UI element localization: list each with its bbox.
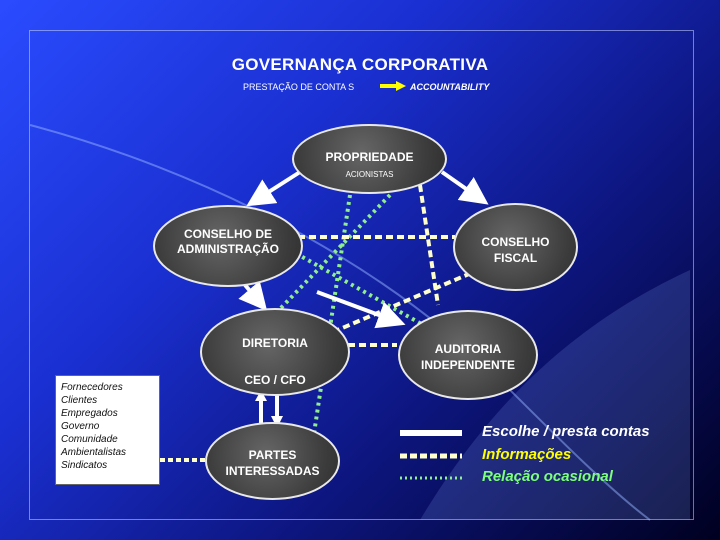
node-diretoria-title: DIRETORIA [242,336,308,350]
slide-title: GOVERNANÇA CORPORATIVA [231,55,489,74]
stakeholder-item: Governo [61,421,100,432]
node-admin-line1: CONSELHO DE [183,227,272,241]
node-propriedade-subtitle: ACIONISTAS [345,170,394,179]
node-auditoria-line1: AUDITORIA [434,342,502,356]
node-propriedade-title: PROPRIEDADE [325,150,414,164]
arrow-admin-auditoria [317,292,398,322]
node-conselho-fiscal [453,203,578,291]
stakeholder-item: Empregados [61,408,118,419]
node-conselho-administracao [153,205,303,287]
node-diretoria-subtitle: CEO / CFO [244,373,306,387]
node-fiscal-line1: CONSELHO [481,235,550,249]
stakeholder-item: Comunidade [61,434,118,445]
legend-solid-label: Escolhe / presta contas [482,423,650,440]
node-fiscal-line2: FISCAL [493,251,538,265]
legend-dotted-label: Relação ocasional [482,468,613,485]
subtitle-prestacao: PRESTAÇÃO DE CONTA S [243,82,355,92]
node-partes-interessadas [205,422,340,500]
node-admin-line2: ADMINISTRAÇÃO [177,242,279,256]
legend-dashed-label: Informações [482,446,572,463]
subtitle-arrow-head [396,81,406,91]
subtitle-accountability: ACCOUNTABILITY [410,82,490,92]
arrow-propriedade-admin [253,172,300,202]
stakeholder-item: Sindicatos [61,460,108,471]
node-diretoria [200,308,350,396]
node-auditoria-line2: INDEPENDENTE [420,358,515,372]
stakeholder-item: Fornecedores [61,382,123,393]
node-partes-line2: INTERESSADAS [225,464,320,478]
arrow-admin-diretoria [245,285,262,305]
stakeholder-item: Ambientalistas [61,447,127,458]
stakeholders-box [55,375,160,485]
node-propriedade [292,124,447,194]
node-partes-line1: PARTES [248,448,297,462]
node-auditoria-independente [398,310,538,400]
arrow-propriedade-fiscal [442,172,482,200]
stakeholder-item: Clientes [61,395,98,406]
